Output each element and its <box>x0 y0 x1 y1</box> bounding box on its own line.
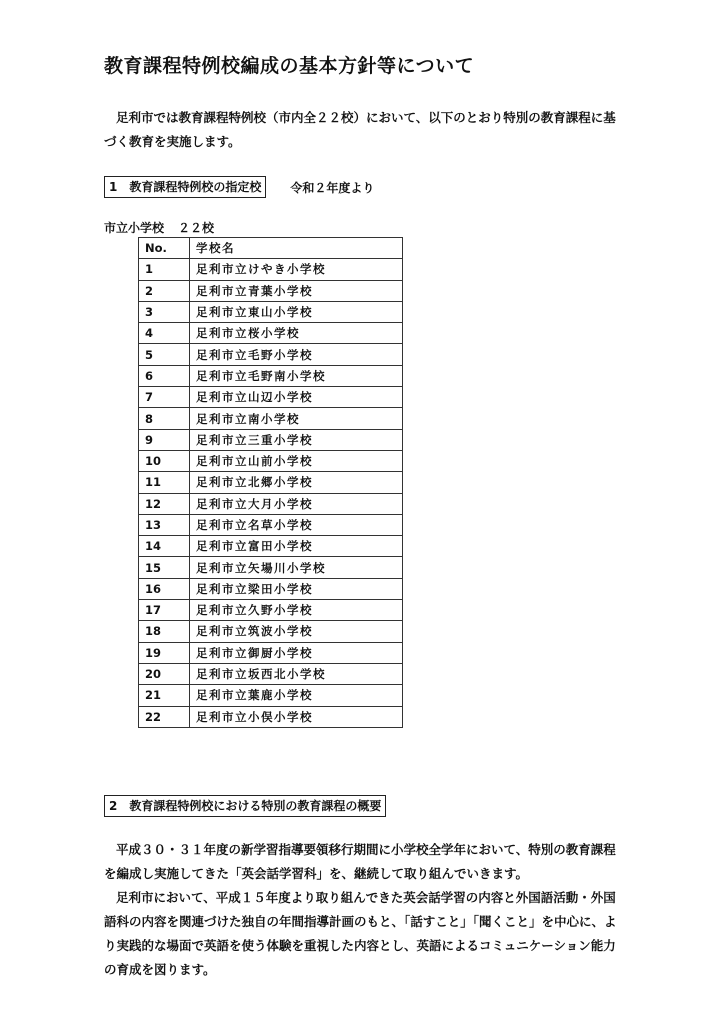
section-2-paragraph-1: 平成３０・３１年度の新学習指導要領移行期間に小学校全学年において、特別の教育課程を編成し実施してきた「英会話学習科」を、継続して取り組んでいきます。 <box>104 842 616 881</box>
school-count: ２２校 <box>178 221 215 235</box>
column-header-no: No. <box>139 238 190 259</box>
table-row <box>139 514 403 535</box>
row-number: 2 <box>139 280 190 301</box>
row-number: 18 <box>139 621 190 642</box>
school-name: 足利市立けやき小学校 <box>190 259 403 280</box>
table-row <box>139 578 403 599</box>
school-name: 足利市立北郷小学校 <box>190 472 403 493</box>
school-name: 足利市立梁田小学校 <box>190 578 403 599</box>
school-name: 足利市立富田小学校 <box>190 536 403 557</box>
table-row <box>139 557 403 578</box>
intro-paragraph: 足利市では教育課程特例校（市内全２２校）において、以下のとおり特別の教育課程に基づく教育を実施します。 <box>104 110 616 149</box>
school-name: 足利市立山辺小学校 <box>190 387 403 408</box>
section-2-paragraph-2: 足利市において、平成１５年度より取り組んできた英会話学習の内容と外国語活動・外国語科の内容を関連づけた独自の年間指導計画のもと、「話すこと」「聞くこと」を中心に、より実践的な場面で英語を使う体験を重視した内容とし、英語によるコミュニケーション能力の育成を図ります。 <box>104 890 617 977</box>
school-name: 足利市立矢場川小学校 <box>190 557 403 578</box>
school-table <box>138 237 403 728</box>
row-number: 15 <box>139 557 190 578</box>
school-category-heading <box>104 219 214 236</box>
school-name: 足利市立坂西北小学校 <box>190 663 403 684</box>
row-number: 17 <box>139 600 190 621</box>
table-row <box>139 280 403 301</box>
school-name: 足利市立葉鹿小学校 <box>190 685 403 706</box>
row-number: 21 <box>139 685 190 706</box>
row-number: 13 <box>139 514 190 535</box>
row-number: 9 <box>139 429 190 450</box>
school-category-label: 市立小学校 <box>104 221 165 235</box>
table-row <box>139 493 403 514</box>
row-number: 22 <box>139 706 190 727</box>
table-row <box>139 344 403 365</box>
row-number: 7 <box>139 387 190 408</box>
row-number: 5 <box>139 344 190 365</box>
table-row <box>139 685 403 706</box>
school-name: 足利市立青葉小学校 <box>190 280 403 301</box>
table-row <box>139 259 403 280</box>
table-header-row <box>139 238 403 259</box>
section-2-header <box>104 795 386 817</box>
table-row <box>139 301 403 322</box>
school-name: 足利市立大月小学校 <box>190 493 403 514</box>
school-name: 足利市立名草小学校 <box>190 514 403 535</box>
school-name: 足利市立毛野南小学校 <box>190 365 403 386</box>
table-row <box>139 600 403 621</box>
table-row <box>139 387 403 408</box>
school-name: 足利市立三重小学校 <box>190 429 403 450</box>
row-number: 8 <box>139 408 190 429</box>
school-name: 足利市立山前小学校 <box>190 450 403 471</box>
school-name: 足利市立南小学校 <box>190 408 403 429</box>
table-row <box>139 663 403 684</box>
row-number: 14 <box>139 536 190 557</box>
row-number: 20 <box>139 663 190 684</box>
row-number: 10 <box>139 450 190 471</box>
section-1-note: 令和２年度より <box>290 180 375 195</box>
table-row <box>139 323 403 344</box>
row-number: 12 <box>139 493 190 514</box>
table-row <box>139 472 403 493</box>
section-1-header <box>104 176 374 198</box>
row-number: 16 <box>139 578 190 599</box>
table-row <box>139 621 403 642</box>
section-2-heading: 2 教育課程特例校における特別の教育課程の概要 <box>104 795 386 817</box>
section-1-heading: 1 教育課程特例校の指定校 <box>104 176 266 198</box>
row-number: 3 <box>139 301 190 322</box>
page-title: 教育課程特例校編成の基本方針等について <box>104 55 475 77</box>
table-row <box>139 429 403 450</box>
row-number: 1 <box>139 259 190 280</box>
school-name: 足利市立桜小学校 <box>190 323 403 344</box>
school-name: 足利市立東山小学校 <box>190 301 403 322</box>
school-name: 足利市立久野小学校 <box>190 600 403 621</box>
school-name: 足利市立小俣小学校 <box>190 706 403 727</box>
column-header-school-name: 学校名 <box>190 238 403 259</box>
table-row <box>139 365 403 386</box>
row-number: 11 <box>139 472 190 493</box>
school-name: 足利市立筑波小学校 <box>190 621 403 642</box>
row-number: 19 <box>139 642 190 663</box>
table-row <box>139 642 403 663</box>
table-row <box>139 450 403 471</box>
table-row <box>139 536 403 557</box>
table-row <box>139 706 403 727</box>
row-number: 4 <box>139 323 190 344</box>
row-number: 6 <box>139 365 190 386</box>
school-name: 足利市立毛野小学校 <box>190 344 403 365</box>
school-name: 足利市立御厨小学校 <box>190 642 403 663</box>
table-row <box>139 408 403 429</box>
